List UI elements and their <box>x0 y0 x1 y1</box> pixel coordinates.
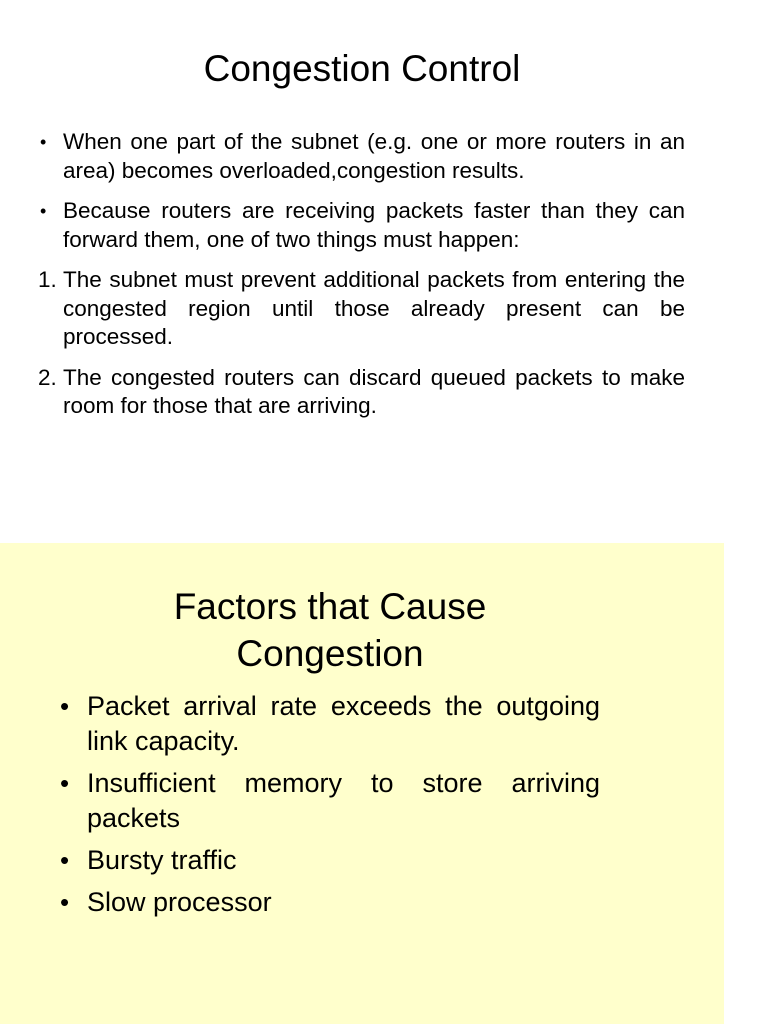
slide-body <box>60 689 600 927</box>
bullet-item <box>38 197 685 254</box>
bullet-item <box>60 843 600 878</box>
bullet-item <box>60 885 600 920</box>
bullet-text: Slow processor <box>87 887 272 917</box>
bullet-text: Insufficient memory to store arriving packets <box>87 768 600 833</box>
bullet-marker: • <box>60 768 70 798</box>
slide-title-line: Factors that Cause <box>173 586 487 627</box>
bullet-item <box>60 766 600 836</box>
bullet-text: Bursty traffic <box>87 845 237 875</box>
slide-title-line: Congestion <box>236 633 424 674</box>
number-marker: 2. <box>38 364 57 390</box>
numbered-text: The subnet must prevent additional packets from entering the congested region until those already present can be processed. <box>63 267 685 349</box>
bullet-item <box>60 689 600 759</box>
bullet-item <box>38 128 685 185</box>
bullet-marker: • <box>60 887 70 917</box>
bullet-text: Packet arrival rate exceeds the outgoing link capacity. <box>87 691 600 756</box>
numbered-item <box>38 364 685 421</box>
bullet-marker: • <box>60 845 70 875</box>
bullet-text: When one part of the subnet (e.g. one or more routers in an area) becomes overloaded,congestion results. <box>63 129 685 183</box>
slide-title: Congestion Control <box>203 48 521 89</box>
bullet-marker: • <box>60 691 70 721</box>
bullet-text: Because routers are receiving packets faster than they can forward them, one of two things must happen: <box>63 198 685 252</box>
number-marker: 1. <box>38 267 57 292</box>
bullet-marker: • <box>40 201 47 221</box>
slide-title <box>0 583 660 677</box>
numbered-item <box>38 266 685 352</box>
slide-factors-congestion <box>0 543 724 1024</box>
bullet-marker: • <box>40 132 47 152</box>
numbered-text: The congested routers can discard queued packets to make room for those that are arriving. <box>63 364 685 418</box>
slide-body <box>38 128 685 421</box>
